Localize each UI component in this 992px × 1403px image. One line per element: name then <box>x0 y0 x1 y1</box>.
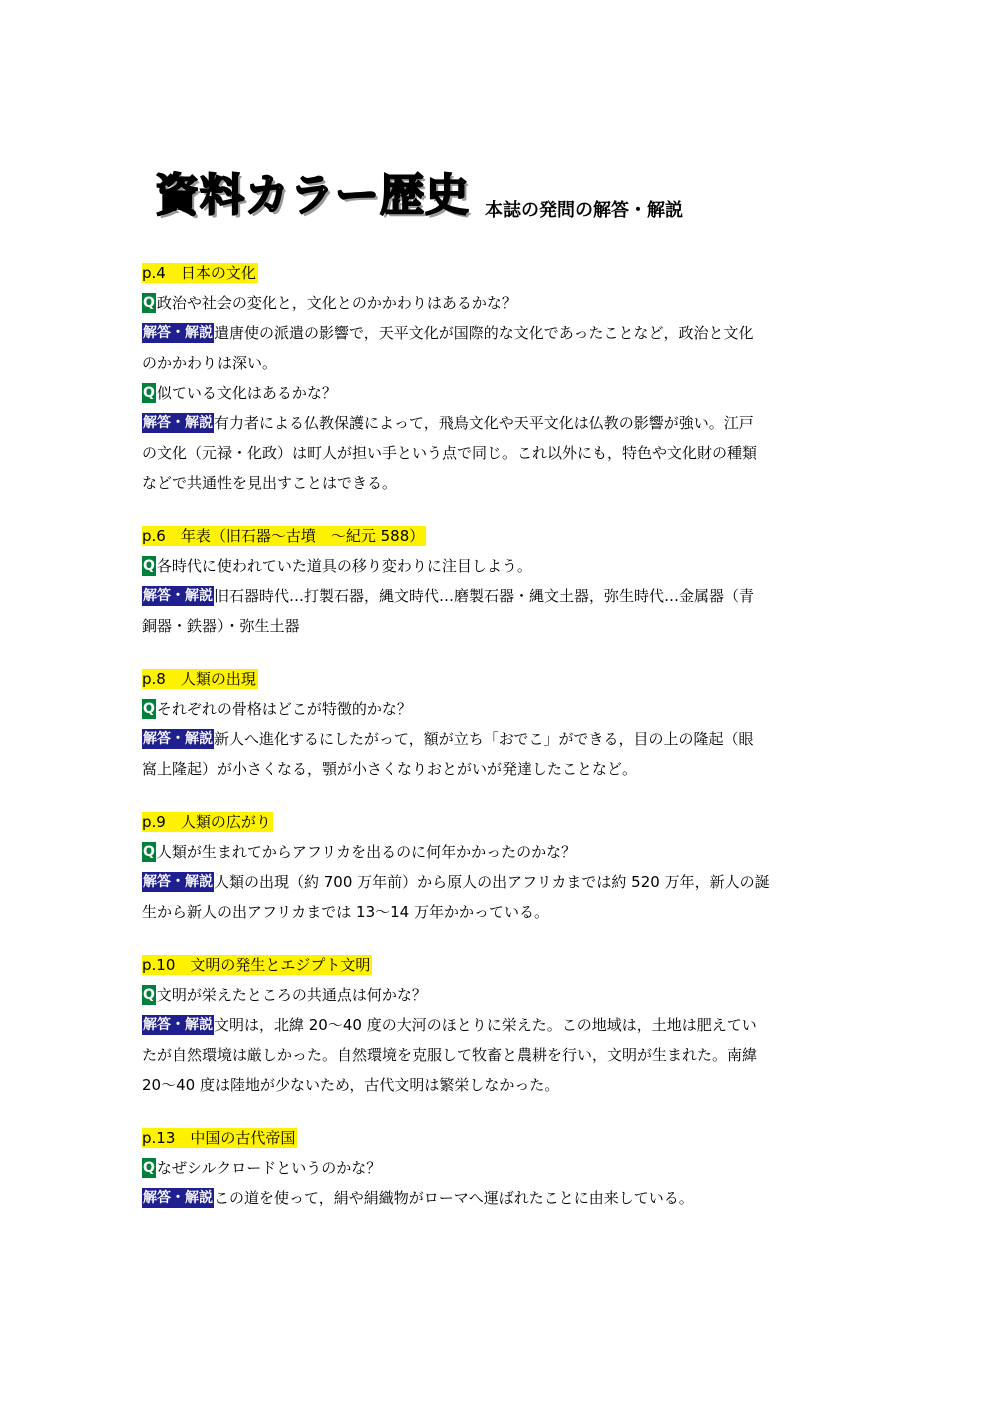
question-line <box>142 378 854 408</box>
question-line <box>142 837 854 867</box>
section-heading-row <box>142 807 854 837</box>
answer-line <box>142 897 854 927</box>
answer-badge: 解答・解説 <box>143 1017 213 1033</box>
question-text: 各時代に使われていた道具の移り変わりに注目しよう。 <box>156 557 532 575</box>
section-heading: p.8 人類の出現 <box>142 670 256 688</box>
answer-text: 人類の出現（約 700 万年前）から原人の出アフリカまでは約 520 万年，新人の誕 <box>214 873 770 891</box>
qa-section <box>142 521 854 641</box>
page-header <box>155 168 855 228</box>
answer-line <box>142 611 854 641</box>
answer-line <box>142 438 854 468</box>
question-text: 人類が生まれてからアフリカを出るのに何年かかったのかな？ <box>156 843 577 861</box>
section-heading-row <box>142 521 854 551</box>
answer-text: 銅器・鉄器）・弥生土器 <box>142 617 300 635</box>
question-line <box>142 288 854 318</box>
answer-text: 新人へ進化するにしたがって，額が立ち「おでこ」ができる，目の上の隆起（眼 <box>214 730 754 748</box>
answer-text: 有力者による仏教保護によって，飛鳥文化や天平文化は仏教の影響が強い。江戸 <box>214 414 754 432</box>
question-text: 似ている文化はあるかな？ <box>156 384 337 402</box>
answer-text: 旧石器時代…打製石器，縄文時代…磨製石器・縄文土器，弥生時代…金属器（青 <box>214 587 755 605</box>
answer-text: たが自然環境は厳しかった。自然環境を克服して牧畜と農耕を行い，文明が生まれた。南緯 <box>142 1046 758 1064</box>
answer-line <box>142 867 854 897</box>
answer-text: の文化（元禄・化政）は町人が担い手という点で同じ。これ以外にも，特色や文化財の種類 <box>142 444 758 462</box>
answer-line <box>142 754 854 784</box>
answer-line <box>142 318 854 348</box>
answer-line <box>142 1183 854 1213</box>
section-heading: p.13 中国の古代帝国 <box>142 1129 296 1147</box>
question-text: 文明が栄えたところの共通点は何かな？ <box>156 986 427 1004</box>
answer-badge: 解答・解説 <box>143 588 213 604</box>
question-badge: Q <box>143 385 155 401</box>
answer-text: 文明は，北緯 20～40 度の大河のほとりに栄えた。この地域は，土地は肥えてい <box>214 1016 757 1034</box>
qa-content <box>142 258 854 1236</box>
section-heading-row <box>142 258 854 288</box>
question-badge: Q <box>143 844 155 860</box>
section-heading: p.4 日本の文化 <box>142 264 256 282</box>
qa-section <box>142 807 854 927</box>
answer-line <box>142 408 854 438</box>
answer-badge: 解答・解説 <box>143 1190 213 1206</box>
section-heading-row <box>142 1123 854 1153</box>
answer-text: 20～40 度は陸地が少ないため，古代文明は繁栄しなかった。 <box>142 1076 560 1094</box>
question-badge: Q <box>143 558 155 574</box>
qa-section <box>142 950 854 1100</box>
qa-section <box>142 664 854 784</box>
question-line <box>142 980 854 1010</box>
question-text: なぜシルクロードというのかな？ <box>156 1159 382 1177</box>
answer-line <box>142 348 854 378</box>
page-title: 資料カラー歴史 <box>155 170 470 221</box>
question-badge: Q <box>143 701 155 717</box>
answer-text: のかかわりは深い。 <box>142 354 278 372</box>
section-heading-row <box>142 664 854 694</box>
answer-text: この道を使って，絹や絹織物がローマへ運ばれたことに由来している。 <box>214 1189 694 1207</box>
section-heading: p.6 年表（旧石器～古墳 ～紀元 588） <box>142 527 425 545</box>
answer-badge: 解答・解説 <box>143 731 213 747</box>
answer-badge: 解答・解説 <box>143 415 213 431</box>
answer-text: 窩上隆起）が小さくなる，顎が小さくなりおとがいが発達したことなど。 <box>142 760 638 778</box>
question-line <box>142 1153 854 1183</box>
qa-section <box>142 1123 854 1213</box>
section-heading: p.9 人類の広がり <box>142 813 271 831</box>
question-badge: Q <box>143 1160 155 1176</box>
question-line <box>142 551 854 581</box>
question-line <box>142 694 854 724</box>
answer-line <box>142 581 854 611</box>
answer-text: 遣唐使の派遣の影響で，天平文化が国際的な文化であったことなど，政治と文化 <box>214 324 754 342</box>
answer-badge: 解答・解説 <box>143 325 213 341</box>
answer-text: 生から新人の出アフリカまでは 13～14 万年かかっている。 <box>142 903 549 921</box>
answer-line <box>142 468 854 498</box>
question-text: 政治や社会の変化と，文化とのかかわりはあるかな？ <box>156 294 517 312</box>
page-subtitle: 本誌の発問の解答・解説 <box>485 200 683 221</box>
answer-badge: 解答・解説 <box>143 874 213 890</box>
qa-section <box>142 258 854 498</box>
section-heading-row <box>142 950 854 980</box>
answer-text: などで共通性を見出すことはできる。 <box>142 474 398 492</box>
question-badge: Q <box>143 295 155 311</box>
answer-line <box>142 1010 854 1040</box>
section-heading: p.10 文明の発生とエジプト文明 <box>142 956 371 974</box>
question-badge: Q <box>143 987 155 1003</box>
answer-line <box>142 1040 854 1070</box>
question-text: それぞれの骨格はどこが特徴的かな？ <box>156 700 412 718</box>
answer-line <box>142 724 854 754</box>
answer-line <box>142 1070 854 1100</box>
